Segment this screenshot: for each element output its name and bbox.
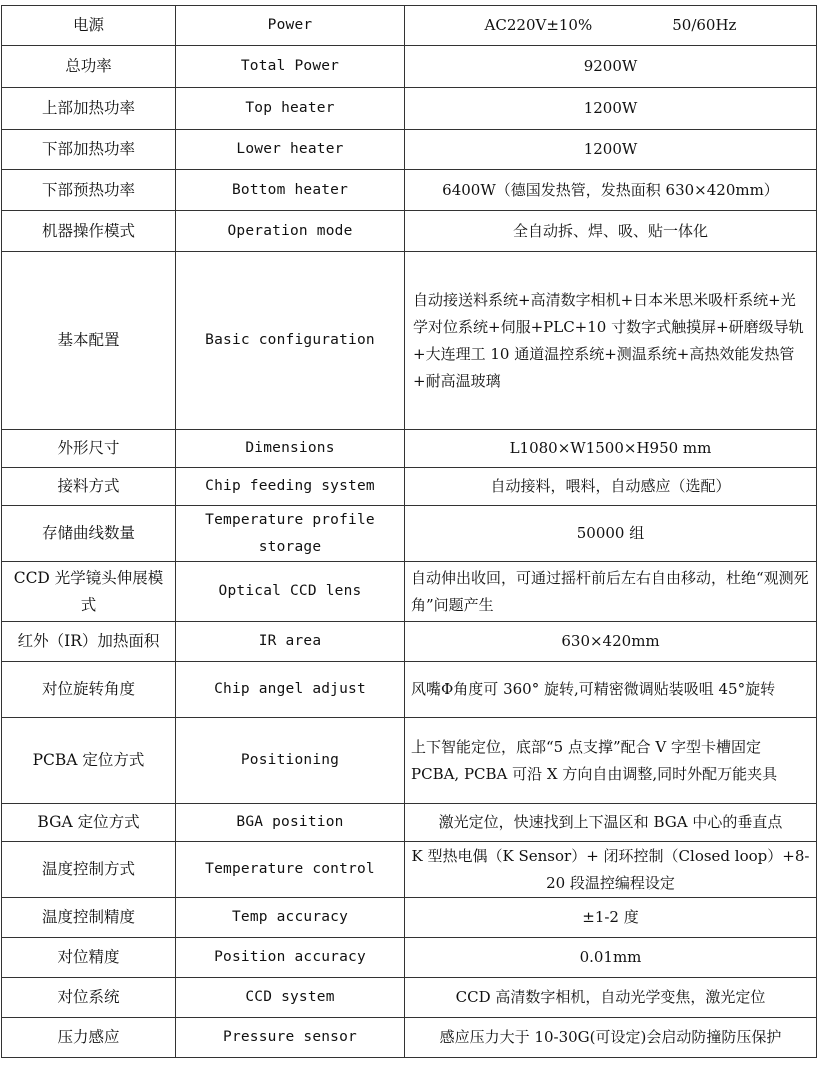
param-cn: 对位系统 — [2, 978, 176, 1018]
param-en: Temperature control — [176, 842, 405, 898]
param-value: 感应压力大于 10-30G(可设定)会启动防撞防压保护 — [405, 1018, 817, 1058]
table-row — [2, 430, 817, 468]
table-row — [2, 804, 817, 842]
param-cn: 压力感应 — [2, 1018, 176, 1058]
table-row — [2, 938, 817, 978]
param-en: Dimensions — [176, 430, 405, 468]
param-en: Temp accuracy — [176, 898, 405, 938]
param-value: ±1-2 度 — [405, 898, 817, 938]
table-row — [2, 88, 817, 130]
param-value: 630×420mm — [405, 622, 817, 662]
param-en: Operation mode — [176, 211, 405, 252]
param-cn: CCD 光学镜头伸展模式 — [2, 562, 176, 622]
param-cn: 存储曲线数量 — [2, 506, 176, 562]
param-en: Positioning — [176, 718, 405, 804]
param-cn: 红外（IR）加热面积 — [2, 622, 176, 662]
param-value: L1080×W1500×H950 mm — [405, 430, 817, 468]
param-en: Pressure sensor — [176, 1018, 405, 1058]
param-cn: 对位旋转角度 — [2, 662, 176, 718]
param-en: CCD system — [176, 978, 405, 1018]
param-cn: 电源 — [2, 6, 176, 46]
param-value: 6400W（德国发热管，发热面积 630×420mm） — [405, 170, 817, 211]
param-value: 全自动拆、焊、吸、贴一体化 — [405, 211, 817, 252]
param-value — [405, 6, 817, 46]
table-row — [2, 1018, 817, 1058]
table-row — [2, 898, 817, 938]
param-cn: 下部加热功率 — [2, 130, 176, 170]
param-cn: 基本配置 — [2, 252, 176, 430]
table-row — [2, 506, 817, 562]
param-en: Total Power — [176, 46, 405, 88]
table-row — [2, 468, 817, 506]
param-en: Bottom heater — [176, 170, 405, 211]
param-value: 1200W — [405, 88, 817, 130]
param-cn: PCBA 定位方式 — [2, 718, 176, 804]
power-voltage: AC220V±10% — [484, 16, 593, 34]
param-cn: 总功率 — [2, 46, 176, 88]
param-cn: 下部预热功率 — [2, 170, 176, 211]
power-frequency: 50/60Hz — [672, 16, 737, 34]
param-cn: 外形尺寸 — [2, 430, 176, 468]
param-en: Chip angel adjust — [176, 662, 405, 718]
param-value: 自动接送料系统+高清数字相机+日本米思米吸杆系统+光学对位系统+伺服+PLC+10 寸数字式触摸屏+研磨级导轨+大连理工 10 通道温控系统+测温系统+高热效能发热管+耐高温玻璃 — [405, 252, 817, 430]
param-value: 自动伸出收回，可通过摇杆前后左右自由移动，杜绝“观测死角”问题产生 — [405, 562, 817, 622]
param-value: 上下智能定位，底部“5 点支撑”配合 V 字型卡槽固定 PCBA, PCBA 可沿 X 方向自由调整,同时外配万能夹具 — [405, 718, 817, 804]
table-row — [2, 211, 817, 252]
param-value: 激光定位，快速找到上下温区和 BGA 中心的垂直点 — [405, 804, 817, 842]
table-row — [2, 252, 817, 430]
param-en: Chip feeding system — [176, 468, 405, 506]
table-row — [2, 6, 817, 46]
param-en: Position accuracy — [176, 938, 405, 978]
param-cn: 接料方式 — [2, 468, 176, 506]
param-value: 风嘴Φ角度可 360° 旋转,可精密微调贴装吸咀 45°旋转 — [405, 662, 817, 718]
param-en: Power — [176, 6, 405, 46]
table-row — [2, 718, 817, 804]
param-value: 0.01mm — [405, 938, 817, 978]
param-en: BGA position — [176, 804, 405, 842]
param-en: Basic configuration — [176, 252, 405, 430]
param-value: 50000 组 — [405, 506, 817, 562]
param-cn: 机器操作模式 — [2, 211, 176, 252]
param-en: Optical CCD lens — [176, 562, 405, 622]
table-row — [2, 662, 817, 718]
spec-table — [1, 5, 817, 1058]
param-en: Lower heater — [176, 130, 405, 170]
table-row — [2, 978, 817, 1018]
table-row — [2, 562, 817, 622]
table-row — [2, 170, 817, 211]
param-value: 9200W — [405, 46, 817, 88]
param-value: 1200W — [405, 130, 817, 170]
param-cn: BGA 定位方式 — [2, 804, 176, 842]
param-value: K 型热电偶（K Sensor）+ 闭环控制（Closed loop）+8-20 段温控编程设定 — [405, 842, 817, 898]
param-cn: 对位精度 — [2, 938, 176, 978]
param-cn: 温度控制方式 — [2, 842, 176, 898]
param-en: Top heater — [176, 88, 405, 130]
table-row — [2, 130, 817, 170]
table-row — [2, 46, 817, 88]
param-en: IR area — [176, 622, 405, 662]
param-value: 自动接料，喂料，自动感应（选配） — [405, 468, 817, 506]
table-row — [2, 622, 817, 662]
param-value: CCD 高清数字相机，自动光学变焦，激光定位 — [405, 978, 817, 1018]
param-cn: 温度控制精度 — [2, 898, 176, 938]
param-cn: 上部加热功率 — [2, 88, 176, 130]
param-en: Temperature profile storage — [176, 506, 405, 562]
table-row — [2, 842, 817, 898]
